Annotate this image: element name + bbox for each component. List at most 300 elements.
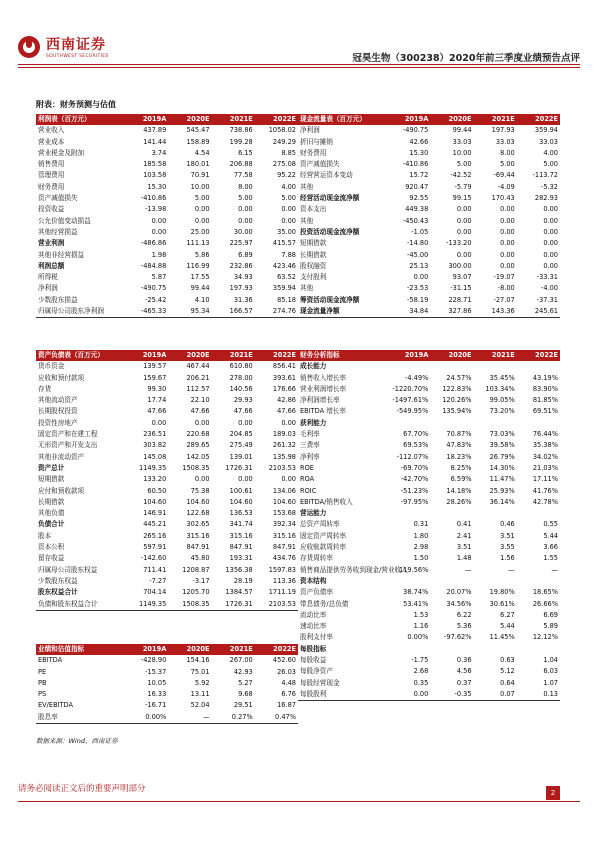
value-cell: 134.06 <box>272 486 296 495</box>
valuation-table <box>36 644 298 724</box>
table-row <box>36 667 298 678</box>
table-row <box>298 531 560 542</box>
value-cell: 19.80% <box>489 588 515 597</box>
value-cell: -19.07 <box>493 273 515 282</box>
table-row <box>298 295 560 306</box>
value-cell: 18.23% <box>446 452 472 461</box>
value-cell: 10.00 <box>452 148 472 157</box>
value-cell: 434.76 <box>272 554 296 563</box>
value-cell: 847.91 <box>229 543 253 552</box>
value-cell: 193.31 <box>229 554 253 563</box>
value-cell: 185.58 <box>143 160 167 169</box>
value-cell: 63.52 <box>277 273 296 282</box>
value-cell: 0.00 <box>543 239 558 248</box>
value-cell: -58.19 <box>407 295 429 304</box>
value-cell: 5.00 <box>194 194 210 203</box>
value-cell: 104.60 <box>186 497 210 506</box>
value-cell: 103.34% <box>485 384 515 393</box>
value-cell: 47.66 <box>233 407 253 416</box>
value-cell: 75.01 <box>190 667 210 676</box>
value-cell: 30.00 <box>233 227 253 236</box>
value-cell: 135.94% <box>442 407 472 416</box>
value-cell: 1208.87 <box>182 565 210 574</box>
value-cell: 5.12 <box>500 667 515 676</box>
value-cell: 154.16 <box>186 656 210 665</box>
header-cell: 业绩和估值指标 <box>36 644 125 655</box>
value-cell: 1.50 <box>413 554 429 563</box>
value-cell: 0.00 <box>500 261 515 270</box>
header-cell: 2021E <box>212 114 255 125</box>
value-cell: 9.68 <box>238 690 253 699</box>
value-cell: 597.91 <box>143 543 167 552</box>
value-cell: 20.07% <box>446 588 472 597</box>
value-cell: 6.15 <box>238 148 253 157</box>
row-label: 资产减值损失 <box>300 160 340 169</box>
row-label: 每股指标 <box>300 644 327 653</box>
value-cell: 0.00 <box>151 227 167 236</box>
row-label: 负债合计 <box>38 520 65 529</box>
table-header-row <box>298 114 560 125</box>
table-row <box>36 508 298 519</box>
table-row <box>36 238 298 249</box>
value-cell: 93.07 <box>452 273 472 282</box>
row-label: 现金流量净额 <box>298 306 387 318</box>
table-row <box>298 272 560 283</box>
value-cell: -490.75 <box>402 126 429 135</box>
row-label: 营业利润 <box>38 239 65 248</box>
value-cell: 303.82 <box>143 441 167 450</box>
table-row <box>298 542 560 553</box>
value-cell: 392.34 <box>272 520 296 529</box>
financial-ratios-table <box>298 350 560 701</box>
row-label: 股利支付率 <box>300 633 333 642</box>
table-row <box>36 553 298 564</box>
value-cell: 5.00 <box>543 160 558 169</box>
value-cell: -549.95% <box>396 407 429 416</box>
value-cell: 0.00 <box>543 227 558 236</box>
value-cell: 2103.53 <box>255 599 298 611</box>
value-cell: 199.28 <box>229 137 253 146</box>
row-label: 其他 <box>300 284 314 293</box>
row-label: 短期借款 <box>300 239 327 248</box>
value-cell: 36.14% <box>489 497 515 506</box>
table-row <box>36 678 298 689</box>
value-cell: 1384.57 <box>225 588 253 597</box>
row-label: 少数股东权益 <box>38 576 78 585</box>
table-row <box>36 283 298 294</box>
row-label: 公允价值变动损益 <box>38 216 91 225</box>
value-cell: 15.30 <box>147 182 167 191</box>
table-row <box>298 644 560 655</box>
row-label: 销售商品提供劳务收到现金/营业收入 <box>300 565 408 574</box>
value-cell: 25.93% <box>489 486 515 495</box>
value-cell: 8.25% <box>450 463 472 472</box>
row-label: EV/EBITDA <box>38 701 74 710</box>
table-row <box>36 655 298 666</box>
value-cell: 6.03 <box>543 667 558 676</box>
value-cell: 73.03% <box>489 430 515 439</box>
value-cell: 0.00 <box>500 239 515 248</box>
value-cell: -450.43 <box>402 216 429 225</box>
value-cell: -1.75 <box>411 656 429 665</box>
value-cell: 282.93 <box>534 194 558 203</box>
table-row <box>36 261 298 272</box>
value-cell: -465.33 <box>125 306 168 318</box>
value-cell: 25.00 <box>190 227 210 236</box>
section-title: 附表：财务预测与估值 <box>36 100 116 109</box>
value-cell <box>430 508 473 519</box>
row-label: EBITDA 增长率 <box>300 407 347 416</box>
row-label: 财务费用 <box>300 148 327 157</box>
row-label: 其他非经营损益 <box>38 250 85 259</box>
value-cell: 206.21 <box>186 373 210 382</box>
value-cell: 289.65 <box>186 441 210 450</box>
row-label: 带息债务/总负债 <box>300 599 349 608</box>
value-cell: -4.49% <box>404 373 429 382</box>
value-cell: 274.76 <box>255 306 298 318</box>
cashflow-table <box>298 114 560 318</box>
table-row <box>298 497 560 508</box>
table-row <box>298 306 560 318</box>
row-label: 成长能力 <box>300 362 327 371</box>
value-cell: 415.57 <box>272 239 296 248</box>
table-row <box>36 700 298 711</box>
value-cell: 6.27 <box>500 610 515 619</box>
value-cell: 449.38 <box>405 205 429 214</box>
value-cell: 10.00 <box>190 182 210 191</box>
value-cell: -8.00 <box>497 284 515 293</box>
table-row <box>36 182 298 193</box>
value-cell: 6.69 <box>543 610 558 619</box>
value-cell: 856.41 <box>272 362 296 371</box>
value-cell: 26.79% <box>489 452 515 461</box>
table-row <box>298 261 560 272</box>
value-cell: 0.00 <box>194 418 210 427</box>
logo-mark-icon <box>18 36 40 58</box>
value-cell: — <box>508 565 515 574</box>
value-cell: 5.00 <box>281 194 296 203</box>
value-cell: 28.26% <box>446 497 472 506</box>
value-cell: 11.47% <box>489 475 515 484</box>
value-cell: 5.00 <box>500 160 515 169</box>
value-cell: 10.05 <box>147 678 167 687</box>
value-cell: 35.38% <box>532 441 558 450</box>
value-cell: 2.41 <box>456 531 472 540</box>
row-label: 股权融资 <box>300 261 327 270</box>
value-cell: 5.27 <box>238 678 253 687</box>
row-label: 财务费用 <box>38 182 65 191</box>
value-cell: 140.56 <box>229 384 253 393</box>
value-cell: -428.90 <box>140 656 167 665</box>
value-cell: 15.72 <box>409 171 429 180</box>
logo-text-en: SOUTHWEST SECURITIES <box>46 54 109 59</box>
value-cell: 452.60 <box>272 656 296 665</box>
value-cell: 3.55 <box>500 543 515 552</box>
value-cell: 445.21 <box>143 520 167 529</box>
value-cell: -7.27 <box>149 576 167 585</box>
value-cell: 5.89 <box>543 622 558 631</box>
value-cell: 0.00% <box>407 633 429 642</box>
row-label: 营运能力 <box>300 509 327 518</box>
table-row <box>36 542 298 553</box>
value-cell: -112.07% <box>396 452 429 461</box>
value-cell: 847.91 <box>272 543 296 552</box>
value-cell: 302.65 <box>186 520 210 529</box>
value-cell: 24.57% <box>446 373 472 382</box>
row-label: 资本支出 <box>300 205 327 214</box>
value-cell: 30.61% <box>489 599 515 608</box>
value-cell <box>517 644 560 655</box>
header-cell: 2020E <box>430 114 473 125</box>
value-cell: 0.00 <box>456 205 472 214</box>
value-cell: 4.48 <box>281 678 296 687</box>
table-row <box>298 666 560 677</box>
value-cell: 14.30% <box>489 463 515 472</box>
value-cell: 265.16 <box>143 531 167 540</box>
table-row <box>36 418 298 429</box>
table-row <box>36 587 298 598</box>
value-cell: 47.66 <box>147 407 167 416</box>
value-cell: 220.68 <box>186 430 210 439</box>
value-cell: 232.86 <box>229 261 253 270</box>
value-cell: 104.60 <box>272 497 296 506</box>
value-cell: 197.93 <box>229 284 253 293</box>
value-cell: 0.00 <box>238 418 253 427</box>
value-cell <box>474 576 517 587</box>
value-cell: 704.14 <box>143 588 167 597</box>
row-label: 负债和股东权益合计 <box>36 599 125 611</box>
value-cell: 99.44 <box>452 126 472 135</box>
row-label: 营业利润增长率 <box>300 384 347 393</box>
value-cell: 0.00 <box>281 216 296 225</box>
row-label: 少数股东损益 <box>38 295 78 304</box>
row-label: 每股净资产 <box>300 667 333 676</box>
value-cell: -16.71 <box>145 701 167 710</box>
value-cell: 423.46 <box>272 261 296 270</box>
value-cell: 1508.35 <box>182 463 210 472</box>
value-cell <box>387 418 430 429</box>
value-cell: 197.93 <box>491 126 515 135</box>
row-label: 三费率 <box>300 441 320 450</box>
value-cell: 42.93 <box>233 667 253 676</box>
row-label: 利润总额 <box>38 261 65 270</box>
value-cell: 0.00 <box>194 216 210 225</box>
row-label: 其他负债 <box>38 509 65 518</box>
value-cell: 29.93 <box>233 396 253 405</box>
value-cell: 0.00 <box>281 205 296 214</box>
value-cell <box>474 361 517 372</box>
data-source-note: 数据来源：Wind，西南证券 <box>36 737 118 745</box>
table-row <box>298 182 560 193</box>
value-cell: 1726.31 <box>212 599 255 611</box>
table-row <box>298 655 560 666</box>
table-row <box>36 689 298 700</box>
value-cell: -42.52 <box>450 171 472 180</box>
table-row <box>298 610 560 621</box>
value-cell: — <box>168 712 211 724</box>
value-cell <box>474 644 517 655</box>
value-cell: 35.45% <box>489 373 515 382</box>
value-cell: 112.57 <box>186 384 210 393</box>
value-cell: 261.32 <box>272 441 296 450</box>
value-cell: 0.00 <box>194 205 210 214</box>
row-label: PE <box>38 667 47 676</box>
value-cell: 34.93 <box>233 273 253 282</box>
header-cell: 2019A <box>387 114 430 125</box>
value-cell <box>474 418 517 429</box>
value-cell: 104.60 <box>229 497 253 506</box>
value-cell: 73.20% <box>489 407 515 416</box>
value-cell: 1058.02 <box>268 126 296 135</box>
value-cell: -113.72 <box>532 171 558 180</box>
value-cell: 47.66 <box>190 407 210 416</box>
value-cell: 0.13 <box>517 689 560 701</box>
value-cell: 228.71 <box>448 295 472 304</box>
value-cell: 0.63 <box>500 656 515 665</box>
value-cell: -484.88 <box>140 261 167 270</box>
table-row <box>298 689 560 701</box>
row-label: 经营活动现金流净额 <box>300 194 360 203</box>
value-cell: 1.48 <box>456 554 472 563</box>
row-label: 净利润 <box>300 126 320 135</box>
value-cell: 0.47% <box>255 712 298 724</box>
value-cell: -133.20 <box>446 239 472 248</box>
value-cell: 122.83% <box>442 384 472 393</box>
row-label: 每股股利 <box>298 689 387 701</box>
table-header-row <box>36 644 298 655</box>
table-row <box>36 531 298 542</box>
value-cell: 83.90% <box>532 384 558 393</box>
table-row <box>36 576 298 587</box>
table-row <box>36 227 298 238</box>
table-row <box>298 170 560 181</box>
value-cell <box>517 508 560 519</box>
value-cell: 0.00 <box>194 475 210 484</box>
value-cell: — <box>464 565 472 574</box>
row-label: 应收账款周转率 <box>300 543 347 552</box>
value-cell: 1.55 <box>543 554 558 563</box>
value-cell: 42.66 <box>409 137 429 146</box>
value-cell: 1.16 <box>413 622 429 631</box>
value-cell: 99.30 <box>147 384 167 393</box>
row-label: EBITDA/销售收入 <box>300 497 353 506</box>
value-cell: 43.19% <box>532 373 558 382</box>
value-cell: -4.00 <box>540 284 558 293</box>
value-cell: 104.60 <box>143 497 167 506</box>
value-cell: 341.74 <box>229 520 253 529</box>
table-row <box>298 238 560 249</box>
row-label: 资本公积 <box>38 543 65 552</box>
header-cell: 2020E <box>430 350 473 361</box>
value-cell: 67.70% <box>403 430 429 439</box>
value-cell: 99.44 <box>190 284 210 293</box>
value-cell: 176.66 <box>272 384 296 393</box>
page-number: 2 <box>546 786 560 800</box>
value-cell: 6.76 <box>281 690 296 699</box>
table-row <box>36 306 298 318</box>
value-cell: 738.86 <box>229 126 253 135</box>
row-label: 应付和预收款项 <box>38 486 85 495</box>
table-row <box>298 384 560 395</box>
value-cell: -490.75 <box>140 284 167 293</box>
value-cell: 99.05% <box>489 396 515 405</box>
value-cell: 7.88 <box>281 250 296 259</box>
row-label: EBITDA <box>38 656 63 665</box>
row-label: ROIC <box>300 486 317 495</box>
row-label: 管理费用 <box>38 171 65 180</box>
header-cell: 2021E <box>212 644 255 655</box>
value-cell: -69.70% <box>400 463 429 472</box>
value-cell: 610.80 <box>229 362 253 371</box>
value-cell: 133.20 <box>143 475 167 484</box>
value-cell: 15.30 <box>409 148 429 157</box>
footer-disclaimer: 请务必阅读正文后的重要声明部分 <box>18 784 146 794</box>
table-row <box>36 463 298 474</box>
value-cell: 0.00 <box>500 227 515 236</box>
value-cell: 1.04 <box>543 656 558 665</box>
row-label: 股息率 <box>36 712 125 724</box>
value-cell: 34.02% <box>532 452 558 461</box>
table-row <box>298 452 560 463</box>
row-label: 其他非流动资产 <box>38 452 85 461</box>
value-cell <box>387 576 430 587</box>
table-row <box>298 463 560 474</box>
value-cell: 145.08 <box>143 452 167 461</box>
value-cell: 1726.31 <box>225 463 253 472</box>
value-cell: 111.13 <box>186 239 210 248</box>
table-row <box>36 159 298 170</box>
table-row <box>36 295 298 306</box>
value-cell: 847.91 <box>186 543 210 552</box>
value-cell: -31.15 <box>450 284 472 293</box>
value-cell: 146.91 <box>143 509 167 518</box>
value-cell: 359.94 <box>534 126 558 135</box>
value-cell: 103.58 <box>143 171 167 180</box>
row-label: 存货周转率 <box>300 554 333 563</box>
value-cell: 1.07 <box>543 678 558 687</box>
value-cell: 100.61 <box>229 486 253 495</box>
table-row <box>298 576 560 587</box>
value-cell: 1149.35 <box>125 599 168 611</box>
value-cell: 0.00 <box>387 689 430 701</box>
table-row <box>298 429 560 440</box>
value-cell: 158.89 <box>186 137 210 146</box>
value-cell: 92.55 <box>409 194 429 203</box>
row-label: PS <box>38 690 47 699</box>
table-row <box>298 395 560 406</box>
value-cell: 3.51 <box>456 543 472 552</box>
header-divider-thin <box>18 67 580 68</box>
value-cell: -97.62% <box>444 633 472 642</box>
row-label: 每股经营现金 <box>300 678 340 687</box>
table-row <box>298 148 560 159</box>
value-cell: — <box>551 565 558 574</box>
value-cell: -37.31 <box>536 295 558 304</box>
table-header-row <box>36 114 298 125</box>
value-cell: 5.86 <box>194 250 210 259</box>
value-cell: 99.15 <box>452 194 472 203</box>
value-cell: 4.54 <box>194 148 210 157</box>
value-cell: 0.31 <box>413 520 429 529</box>
value-cell: -410.86 <box>402 160 429 169</box>
value-cell: 139.01 <box>229 452 253 461</box>
value-cell: 1205.70 <box>182 588 210 597</box>
table-row <box>36 599 298 611</box>
table-header-row <box>36 350 298 361</box>
header-cell: 2022E <box>255 114 298 125</box>
value-cell: 0.00 <box>151 216 167 225</box>
row-label: 其他 <box>300 182 314 191</box>
